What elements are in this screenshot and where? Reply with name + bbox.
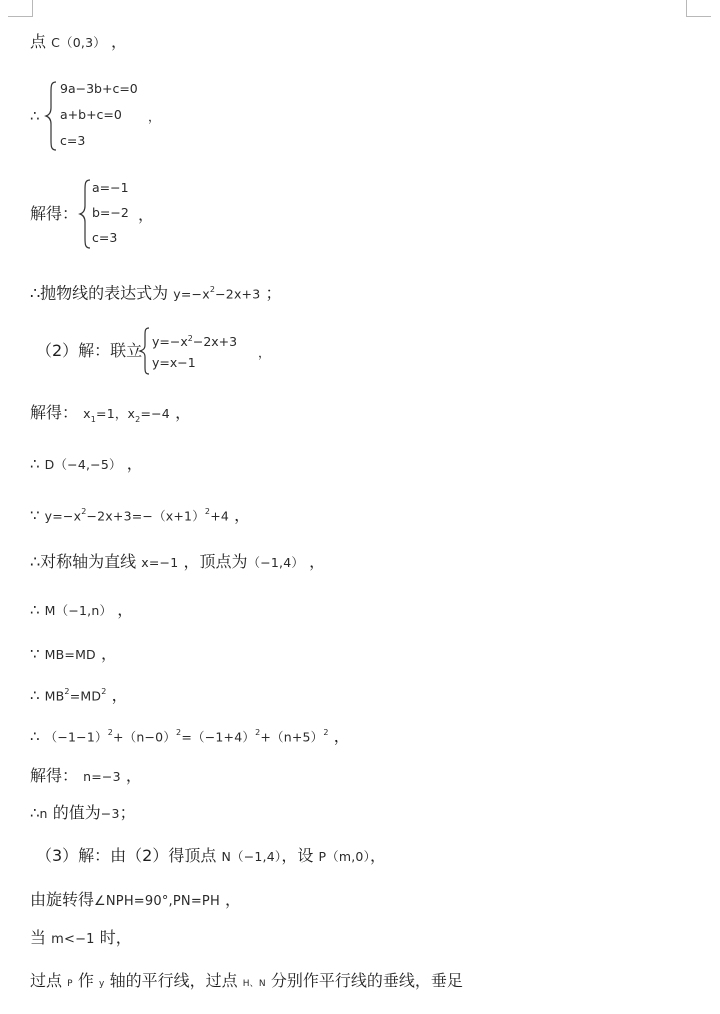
exponent: 2 [64,687,70,696]
punctuation: ， [333,726,350,746]
label: 过点 [30,971,63,990]
text-line-vertex-form [30,502,250,526]
label: ∴对称轴为直线 [30,552,137,571]
math-variable: x [127,406,136,421]
equation-row: y=x−1 [152,355,196,370]
equation-row: 9a−3b+c=0 [60,81,138,96]
label: 点 [30,32,47,51]
math-expression: （−1,4） [247,555,305,570]
math-expression: y=−x [44,508,82,524]
therefore-symbol: ∴ [30,804,40,822]
exponent: 2 [101,687,107,696]
math-expression: +4 [210,508,230,524]
text-line-axis-vertex [30,552,325,573]
math-expression: （−1−1） [44,729,108,745]
subscript: 1 [90,415,97,425]
text-line-n-value [30,803,136,824]
math-expression: =−4 [140,406,170,421]
label: ∴抛物线的表达式为 [30,283,169,303]
math-expression: −3 [100,806,120,821]
text-line-parabola [30,280,282,304]
therefore-symbol: ∴ [30,455,40,473]
label: ，设 [281,846,314,865]
text-line-mb-squared [30,682,128,706]
because-symbol: ∵ [30,506,40,525]
because-symbol: ∵ [30,645,40,663]
punctuation: ， [117,600,134,619]
exponent: 2 [176,728,182,737]
math-expression: +（n+5） [260,729,324,745]
exponent: 2 [107,728,113,737]
punctuation: ； [265,283,282,303]
punctuation: ， [175,403,192,422]
solution-row: b=−2 [92,205,129,220]
punctuation: ， [370,846,387,865]
punctuation: ， [126,454,143,473]
exponent: 2 [81,507,87,516]
math-expression: =（−1+4） [181,729,256,745]
text-line-rotation [30,890,241,912]
text-line-solve-x [30,403,191,430]
math-expression: x=−1 [141,555,179,570]
math-expression: MB=MD [44,647,96,662]
punctuation: ， [125,766,142,785]
therefore-symbol: ∴ [30,727,40,746]
math-expression: y=−x [173,286,210,302]
part-label: （2）解：联立 [36,341,143,360]
equation-row-tail: −2x+3 [192,334,238,350]
solution-row: a=−1 [92,180,129,195]
equation-system-1 [30,78,230,154]
math-expression: C（0,3） [51,35,106,50]
equation-row: a+b+c=0 [60,107,122,122]
math-variable: H、N [242,979,266,989]
math-expression: n=−3 [83,769,121,784]
text-line-mb-md [30,644,117,665]
therefore-symbol: ∴ [30,601,40,619]
fade-out-overlay [463,966,507,986]
therefore-symbol: ∴ [30,107,40,125]
exponent: 2 [187,334,193,343]
label: 作 [77,971,94,990]
text-line-distance-equation [30,723,350,747]
math-expression: M（−1,n） [44,603,113,618]
text-line-solve-n [30,766,142,787]
text-line-point-c [30,32,127,53]
punctuation: ， [225,890,242,909]
math-expression: =1， [96,406,128,421]
math-expression: −2x+3 [215,286,261,302]
label: 解得： [30,403,79,422]
math-expression: −2x+3=−（x+1） [86,508,205,524]
punctuation: ， [111,32,128,51]
punctuation: ， [309,552,326,571]
punctuation: ， [234,505,251,525]
page-corner-mark-right [686,0,711,17]
label: ，顶点为 [183,552,248,571]
label: 解得： [30,766,79,785]
punctuation: ， [100,644,117,663]
punctuation: ， [148,109,161,124]
text-line-construction [30,966,507,994]
math-expression: =MD [69,688,102,704]
text-line-point-m [30,600,133,621]
punctuation: ， [258,345,271,360]
text-line-part3 [36,846,386,867]
math-variable: x [83,406,91,421]
exponent: 2 [209,285,216,294]
math-expression: ∠NPH=90°,PN=PH [94,894,220,909]
subscript: 2 [135,415,141,425]
therefore-symbol: ∴ [30,686,40,705]
solution-row: c=3 [92,230,118,245]
math-variable: P [67,979,73,989]
label: 轴的平行线，过点 [109,971,238,990]
label: 时， [99,928,132,947]
label: 分别作平行线的垂线，垂足 [270,971,463,990]
math-expression: P（m,0） [318,849,371,864]
page-corner-mark-left [8,0,33,17]
math-expression: MB [44,688,65,704]
math-variable: n [39,806,48,821]
math-expression: m<−1 [51,932,95,947]
punctuation: ， [111,685,128,705]
equation-row: c=3 [60,133,86,148]
label: 当 [30,928,47,947]
solution-system-1 [30,176,230,252]
punctuation: ； [119,803,136,822]
math-variable: y [98,979,105,989]
part2-system [36,325,296,377]
text-line-case-condition [30,928,132,950]
exponent: 2 [255,728,261,737]
label: 由旋转得 [30,890,95,909]
math-expression: D（−4,−5） [44,457,122,472]
equation-row: y=−x [152,334,188,350]
exponent: 2 [204,507,211,516]
exponent: 2 [323,728,329,737]
label: 解得： [30,204,79,223]
text-line-point-d [30,454,143,475]
punctuation: ， [138,205,155,224]
math-expression: +（n−0） [113,729,177,745]
math-expression: N（−1,4） [221,849,282,864]
part-label: （3）解：由（2）得顶点 [36,846,217,865]
label: 的值为 [52,803,101,822]
